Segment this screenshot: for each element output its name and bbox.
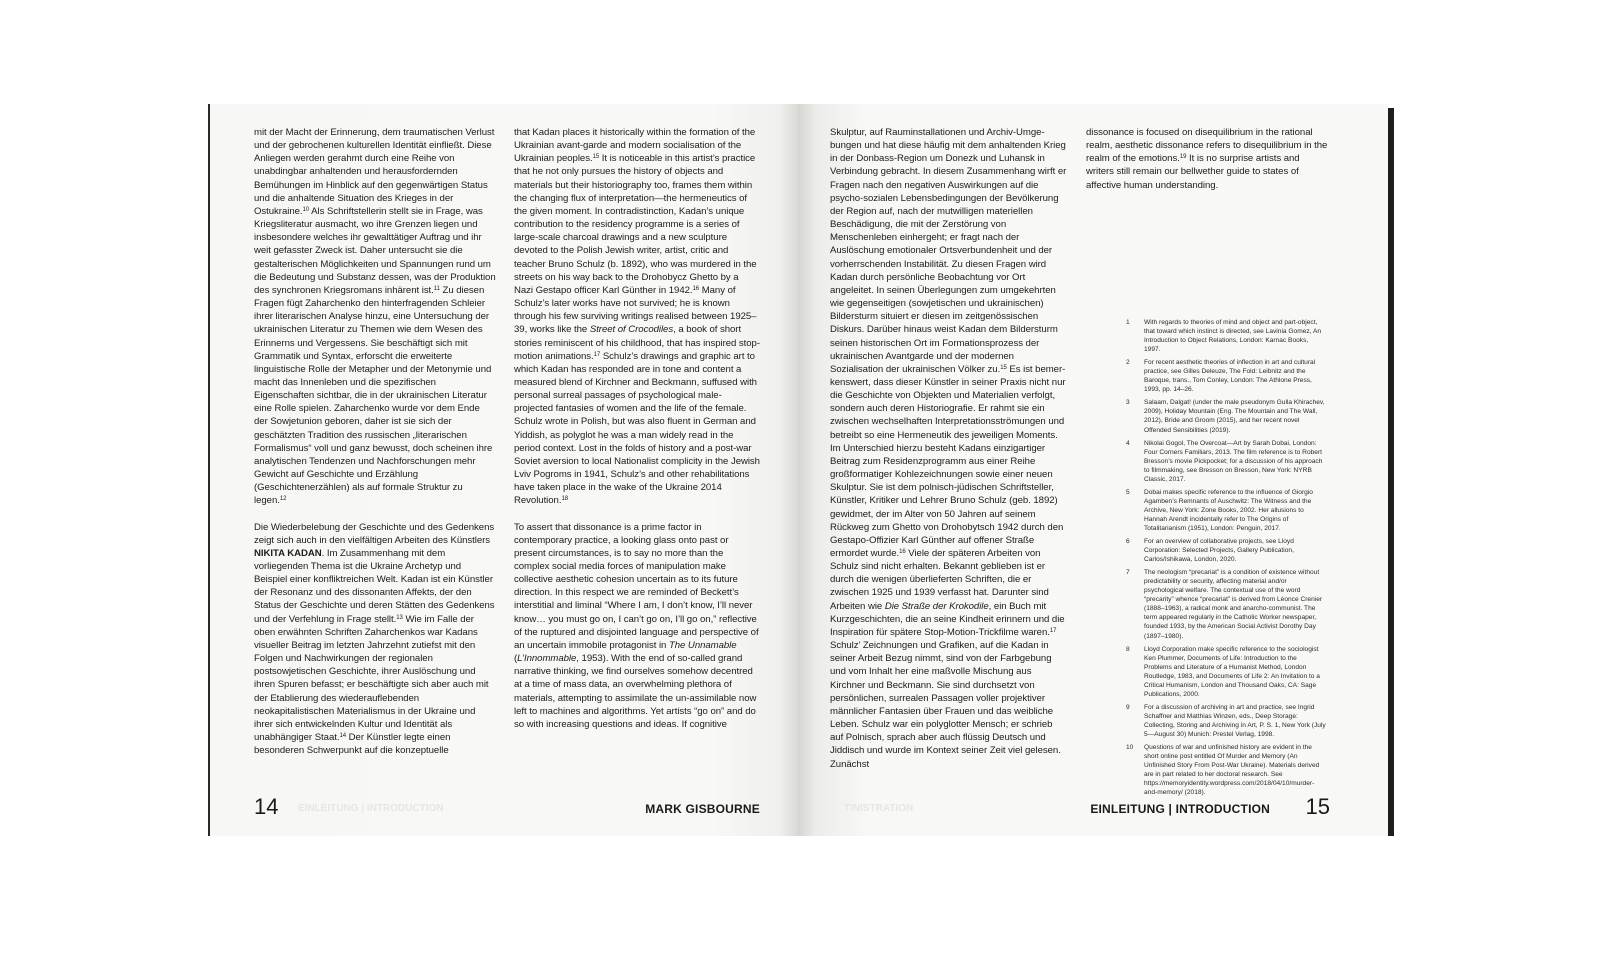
footnote-ref: 18	[561, 496, 569, 503]
footnote-text: With regards to theories of mind and object and part-object, that toward which instinct is directed, see Lavinia Gomez, An Introduction to Object Relations, London: Karnac Books, 1997.	[1144, 319, 1322, 354]
footnote-number: 8	[1126, 645, 1130, 653]
footnote-text: Lloyd Corporation make specific reference to the sociologist Ken Plummer, Documents of Life: Introduction to the Problems and Literature of a Humanist Method, London Routledge, 1983, and Documents of Life 2: An Invitation to a Critical Humanism, London and Thousand Oaks, CA: Sage Publications, 2000.	[1144, 645, 1320, 698]
footnote-ref: 15	[592, 154, 600, 161]
footnote-number: 2	[1126, 359, 1130, 367]
footnote-number: 1	[1126, 319, 1130, 326]
paragraph: Die Wiederbelebung der Geschichte und des Gedenkens zeigt sich auch in den vielfältigen Arbeiten des Künstlers NIKITA KADAN. Im Zusammenhang mit dem vorliegenden Thema ist die Ukraine Archetyp und Beispiel einer konfliktreichen Welt. Kadan ist ein Künstler der Resonanz und des dissonanten Affekts, der den Status der Geschichte und deren Stätten des Gedenkens und der Verfehlung in Frage stellt.$^{13}$ Wie im Falle der oben erwähnten Schriften Zaharchenkos war Kadans visueller Beitrag im letzten Jahrzehnt zutiefst mit den Folgen und Nachwirkungen der regionalen postsowjetischen Geschichte, ihrer Auslöschung und ihren Spuren befasst; er beschäftigte sich aber auch mit der Etablierung des wiederauflebenden neokapitalistischen Materialismus in der Ukraine und ihrer sich entwickelnden Kultur und Identität als unabhängiger Staat.$^{14}$ Der Künstler legte einen besonderen Schwerpunkt auf die konzeptuelle	[254, 521, 495, 757]
italic-title: The Unnamable	[668, 639, 737, 651]
show-through-text: EINLEITUNG | INTRODUCTION	[298, 803, 444, 814]
footnote	[1126, 398, 1326, 434]
footnote-ref: 17	[1049, 627, 1057, 634]
footnote-text: Nikolai Gogol, The Overcoat—Art by Sarah Dobai, London: Four Corners Familiars, 2013. The film reference is to Robert Bresson’s movie Pickpocket; for a discussion of his approach to filmmaking, see Bresson on Bresson, New York: NYRB Classic, 2017.	[1144, 439, 1323, 483]
paragraph: that Kadan places it historically within the formation of the Ukrainian avant-garde and modern socialisation of the Ukrainian peoples.$^{15}$ It is noticeable in this artist’s practice that he not only pursues the history of objects and materials but their historiography too, frames them within the changing flux of interpretation—the hermeneutics of the given moment. In contradistinction, Kadan’s unique contribution to the residency programme is a series of large-scale charcoal drawings and a new sculpture devoted to the Polish Jewish writer, artist, critic and teacher Bruno Schulz (b. 1892), who was murdered in the streets on his way back to the Drohobycz Ghetto by a Nazi Gestapo officer Karl Günther in 1942.16 Many of Schulz’s later works have not survived; he is known through his few surviving writings realised between 1925–39, works like the Street of Crocodiles, a book of short stories reminiscent of his childhood, that has inspired stop-motion animations.$^{17}$ Schulz’s drawings and graphic art to which Kadan has responded are in tone and content a measured blend of Kirchner and Beckmann, suffused with personal surreal passages of psychological male-projected fantasies of women and the life of the female. Schulz wrote in Polish, but was also fluent in German and Yiddish, as polyglot he was a man widely read in the period context. Lost in the folds of history and a post-war Soviet aversion to local Nationalist complicity in the Jewish Lviv Pogroms in 1941, Schulz’s and other rehabilitations have taken place in the wake of the Ukraine 2014 Revolution.$^{18}$	[514, 127, 760, 507]
paragraph: To assert that dissonance is a prime factor in contemporary practice, a looking glass onto past or present circumstances, is to say no more than the complex social media forces of manipulation make collective aesthetic cohesion uncertain as to its future direction. In this respect we are reminded of Beckett’s interstitial and liminal “Where I am, I don’t know, I’ll never know… you must go on, I can’t go on, I’ll go on,” reflective of the ruptured and disjointed language and perspective of an uncertain immobile protagonist in The Unnamable (L’Innommable, 1953). With the end of so-called grand narrative thinking, we find ourselves somehow decentred at a time of mass data, an overwhelming plethora of materials, attempting to assimilate the un-assimilable now left to machines and algorithms. Yet artists “go on” and do so with increasing questions and ideas. If cognitive	[514, 521, 759, 730]
open-book	[208, 104, 1388, 836]
footnote-text: For an overview of collaborative projects, see Lloyd Corporation: Selected Projects, Gallery Publication, Carlos/Ishikawa, London, 2020.	[1144, 538, 1294, 564]
footnote-number: 10	[1126, 744, 1134, 752]
footnote-text: The neologism “precariat” is a condition of existence without predictability or security, affecting material and/or psychological welfare. The contextual use of the word “precarity” whence “precariat” is derived from Léonce Crenier (1888–1963), a radical monk and anarcho-communist. The term appeared regularly in the Catholic Worker newspaper, founded 1933, by the American Social Activist Dorothy Day (1897–1980).	[1144, 569, 1323, 640]
paragraph: mit der Macht der Erinnerung, dem traumatischen Verlust und der gebrochenen kulturellen Identität einfließt. Diese Anliegen werden gerahmt durch eine Reihe von unabdingbar anhaltenden und herausfordernden Bemühungen im Hinblick auf den gegenwärtigen Status und die anhaltende Situation des Krieges in der Ostukraine.$^{10}$ Als Schriftstellerin stellt sie in Frage, was Kriegsliteratur ausmacht, wo ihre Grenzen liegen und insbesondere welches ihr gewalttätiger Auftrag und ihr weit gefasster Zweck ist. Daher untersucht sie die gestalterischen Möglichkeiten und Spannungen rund um die Bedeutung und Substanz dessen, was der Produktion des synchronen Kriegsromans inhärent ist.$^{11}$ Zu diesen Fragen fügt Zaharchenko den hinterfragenden Schleier ihrer literarischen Analyse hinzu, eine Untersuchung der ukrainischen Literatur zu Themen wie dem Wesen des Erinnerns und Vergessens. Sie beschäftigt sich mit Grammatik und Syntax, erforscht die erweiterte linguistische Rolle der Metapher und der Metonymie und macht das Innenleben und die spezifischen Eigenschaften sichtbar, die in der ukrainischen Literatur eine Rolle spielen. Zaharchenko wurde vor dem Ende der Sowjetunion geboren, daher ist sie sich der geschätzten Tradition des russischen „literarischen Formalismus“ voll und ganz bewusst, doch scheinen ihre analytischen Tendenzen und Nachforschungen mehr Gewicht auf Geschichte und Erzählung (Geschichtenerzählen) als auf formale Struktur zu legen.$^{12}$	[254, 127, 496, 507]
footnote-text: For recent aesthetic theories of inflection in art and cultural practice, see Gilles Deleuze, The Fold: Leibnitz and the Baroque, trans., Tom Conley, London: The Athlone Press, 1993, pp. 14–26.	[1144, 359, 1316, 394]
italic-title: Street of Crocodiles	[589, 324, 674, 336]
left-page-column-1	[254, 126, 496, 770]
footnote-number: 9	[1126, 703, 1130, 711]
footnote-ref: 19	[1179, 154, 1187, 161]
footnote	[1126, 743, 1326, 797]
footnote	[1126, 645, 1326, 699]
footnote-text: Salaam, Dalgat! (under the male pseudonym Gulla Khirachev, 2009), Holiday Mountain (Eng. The Mountain and The Wall, 2012), Bride and Groom (2015), and her recent novel Offended Sensibilities (2019).	[1144, 399, 1325, 434]
footnote	[1126, 703, 1326, 739]
footnote-ref: 12	[279, 496, 287, 503]
right-page-column-1	[830, 126, 1068, 784]
footnote	[1126, 568, 1326, 640]
italic-title: L’Innommable	[517, 653, 577, 665]
right-page	[798, 104, 1388, 836]
footnote	[1126, 488, 1326, 533]
footnotes-list	[1126, 318, 1326, 801]
left-page	[208, 104, 798, 836]
footnote-number: 5	[1126, 488, 1130, 496]
footnote-ref: 16	[899, 549, 906, 555]
footnote-ref: 13	[396, 614, 403, 621]
paragraph: dissonance is focused on disequilibrium in the rational realm, aesthetic dissonance refers to disequilibrium in the realm of the emotions.$^{19}$ It is no surprise artists and writers still remain our bellwether guide to states of affective human understanding.	[1086, 127, 1328, 191]
footnote-number: 6	[1126, 538, 1130, 546]
footnote-text: For a discussion of archiving in art and practice, see Ingrid Schaffner and Matthias Winzen, eds., Deep Storage: Collecting, Storing and Archiving in Art, P. S. 1, New York (July 5—August 30) Munich: Prestel Verlag, 1998.	[1144, 703, 1326, 738]
footnote-number: 4	[1126, 439, 1130, 447]
footnote-ref: 15	[1000, 364, 1007, 371]
running-head: MARK GISBOURNE	[645, 802, 760, 816]
paragraph: Skulptur, auf Rauminstallationen und Archiv-Umgebungen und hat diese häufig mit dem anhaltenden Krieg in der Donbass-Region um Donezk und Luhansk in Verbindung gebracht. In diesem Zusammenhang wirft er Fragen nach den negativen Auswirkungen auf die psycho-sozialen Lebensbedingungen der Bevölkerung der Region auf, nach der mutwilligen materiellen Beschädigung, die mit der Zerstörung von Menschenleben einhergeht; er fragt nach der Auslöschung emotionaler Ortsverbundenheit und der vorherrschenden Instabilität. Zu diesen Fragen wird Kadan durch persönliche Beobachtung vor Ort angeleitet. In seinen Überlegungen zum umgekehrten wie gegenseitigen (sowjetischen und ukrainischen) Bildersturm situiert er diesen im zeitgenössischen Diskurs. Darüber hinaus weist Kadan dem Bildersturm seinen historischen Ort im Formationsprozess der ukrainischen Avantgarde und der modernen Sozialisation der ukrainischen Völker zu.$^{15}$ Es ist bemerkenswert, dass dieser Künstler in seiner Praxis nicht nur die Geschichte von Objekten und Materialien verfolgt, sondern auch deren Historiografie. Er rahmt sie ein zwischen wechselhaften Interpretationsströmungen und betreibt so eine Hermeneutik des jeweiligen Moments. Im Unterschied hierzu besteht Kadans einzigartiger Beitrag zum Residenzprogramm aus einer Reihe großformatiger Kohlezeichnungen sowie einer neuen Skulptur. Sie ist dem polnisch-jüdischen Schriftsteller, Künstler, Kritiker und Lehrer Bruno Schulz (geb. 1892) gewidmet, der im Alter von 50 Jahren auf seinem Rückweg zum Ghetto von Drohobytsch 1942 durch den Gestapo-Offizier Karl Günther auf offener Straße ermordet wurde.$^{16}$ Viele der späteren Arbeiten von Schulz sind nicht erhalten. Bekannt geblieben ist er durch die wenigen überlieferten Schriften, die er zwischen 1925 und 1939 verfasst hat. Darunter sind Arbeiten wie Die Straße der Krokodile, ein Buch mit Kurzgeschichten, die an seine Kindheit erinnern und die Inspiration für spätere Stop-Motion-Trickfilme waren.$^{17}$ Schulz’ Zeichnungen und Grafiken, auf die Kadan in seiner Arbeit Bezug nimmt, sind von der Farbgebung und vom Inhalt her eine maßvolle Mischung aus Kirchner und Beckmann. Sie sind durchsetzt von persönlichen, surrealen Passagen voller projektiver männlicher Fantasien über Frauen und das weibliche Leben. Schulz war ein polyglotter Mensch; er schrieb auf Polnisch, sprach aber auch flüssig Deutsch und Jiddisch und wurde im Kontext seiner Zeit viel gelesen. Zunächst	[830, 127, 1067, 770]
italic-title: Die Straße der Krokodile	[884, 600, 989, 612]
page-number: 15	[1305, 794, 1330, 819]
footnote-ref: 10	[302, 206, 310, 213]
footnote	[1126, 439, 1326, 484]
running-head: EINLEITUNG | INTRODUCTION	[1090, 802, 1270, 816]
left-page-column-2	[514, 126, 760, 744]
artist-name: NIKITA KADAN	[254, 547, 322, 559]
footnote-number: 3	[1126, 399, 1130, 407]
footnote-text: Questions of war and unfinished history are evident in the short online post entitled Of Murder and Memory (An Unfinished Story From Post-War Ukraine). Materials derived are in part related to her doctoral research. See https://memoryidentity.wordpress.com/2018/04/10/murder-and-memory/ (2018).	[1144, 744, 1320, 797]
page-number: 14	[254, 794, 279, 819]
footnote	[1126, 537, 1326, 564]
footnote-ref: 16	[692, 285, 700, 292]
footnote	[1126, 358, 1326, 394]
footnote-ref: 11	[433, 285, 440, 292]
right-page-column-2	[1086, 126, 1330, 205]
footnote-ref: 14	[339, 733, 347, 740]
footnote-number: 7	[1126, 569, 1130, 577]
footnote-text: Dobai makes specific reference to the influence of Giorgio Agamben’s Remnants of Auschwitz: The Witness and the Archive, New York: Zone Books, 2002. Her allusions to Hannah Arendt incidentally refer to The Origins of Totalitarianism (1951), London: Penguin, 2017.	[1144, 488, 1313, 532]
show-through-text: TINISTRATION	[844, 803, 914, 814]
footnote	[1126, 318, 1326, 354]
footnote-ref: 17	[593, 351, 601, 358]
